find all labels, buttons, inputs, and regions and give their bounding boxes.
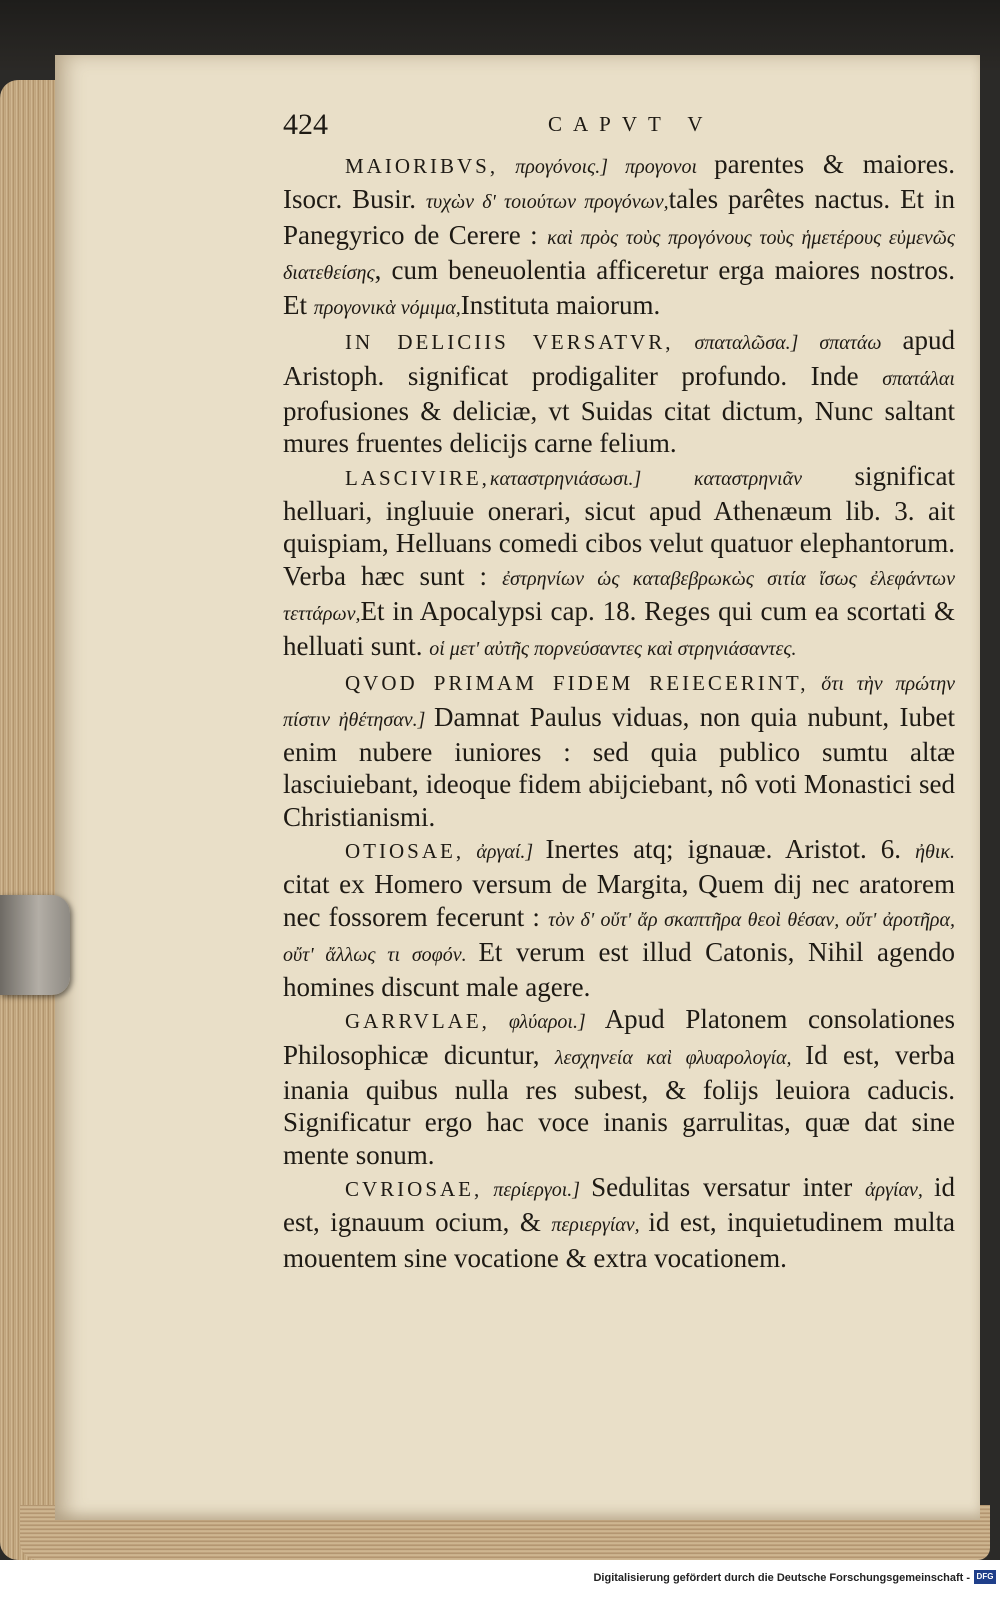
commentary-entry bbox=[283, 324, 955, 459]
latin-text: Id est, verba inania quibus nulla res subest, & folijs leuiora caducis. Significatur ergo hac voce inanis garrulitas, quæ dat sine mente sonum. bbox=[283, 1039, 955, 1170]
lemma: IN DELICIIS VERSATVR, bbox=[345, 330, 674, 355]
latin-text: Sedulitas versatur inter bbox=[591, 1171, 865, 1202]
greek-text: περίεργοι.] bbox=[482, 1178, 592, 1201]
latin-text: significat helluari, ingluuie onerari, sicut apud Athenæum lib. 3. ait quispiam, Helluans comedi cibos velut quatuor elephantorum. Verba hæc sunt : bbox=[283, 460, 955, 591]
commentary-entry bbox=[283, 665, 955, 832]
greek-text: ἀργίαν, bbox=[865, 1178, 934, 1201]
latin-text: tales parêtes nactus. Et in Panegyrico de Cerere : bbox=[283, 184, 955, 250]
running-head bbox=[283, 108, 953, 148]
latin-text: citat ex Homero versum de Margita, Quem dij nec aratorem nec fossorem fecerunt : bbox=[283, 869, 955, 932]
greek-text: φλύαροι.] bbox=[489, 1011, 605, 1034]
latin-text: apud Aristoph. significat prodigaliter profundo. Inde bbox=[283, 325, 955, 391]
latin-text: parentes & maiores. Isocr. Busir. bbox=[283, 149, 955, 215]
greek-text: σπαταλῶσα.] σπατάω bbox=[673, 332, 903, 355]
commentary-entry bbox=[283, 1003, 955, 1170]
digitization-credit: Digitalisierung gefördert durch die Deutsche Forschungsgemeinschaft - bbox=[593, 1572, 970, 1584]
greek-text: προγόνοις.] προγονοι bbox=[498, 156, 715, 178]
book-fore-edge bbox=[0, 80, 62, 1560]
running-title: CAPVT V bbox=[548, 112, 714, 136]
greek-text: σπατάλαι bbox=[882, 367, 955, 390]
lemma: QVOD PRIMAM FIDEM REIECERINT, bbox=[345, 671, 809, 696]
lemma: CVRIOSAE, bbox=[345, 1176, 483, 1201]
footer-bar bbox=[0, 1560, 1000, 1605]
latin-text: Et verum est illud Catonis, Nihil agendo homines discunt male agere. bbox=[283, 936, 955, 1003]
latin-text: Apud Platonem consolationes Philosophicæ dicuntur, bbox=[283, 1004, 955, 1070]
lemma: OTIOSAE, bbox=[345, 838, 465, 863]
latin-text: id est, inquietudinem multa mouentem sine vocatione & extra vocationem. bbox=[283, 1207, 955, 1273]
greek-text: οἱ μετ' αὐτῆς πορνεύσαντες καὶ στρηνιάσαντες. bbox=[429, 638, 797, 661]
page-clip bbox=[0, 895, 70, 995]
greek-text: ἀργαί.] bbox=[464, 840, 546, 863]
lemma: LASCIVIRE, bbox=[345, 465, 490, 490]
commentary-entry bbox=[283, 148, 955, 324]
greek-text: καὶ πρὸς τοὺς προγόνους τοὺς ἡμετέρους εὐμενῶς διατεθείσης bbox=[283, 226, 956, 284]
page-number: 424 bbox=[283, 108, 328, 141]
commentary-entry bbox=[283, 460, 955, 666]
greek-text: ἠθικ. bbox=[915, 840, 956, 863]
latin-text: , cum beneuolentia afficeretur erga maiores nostros. Et bbox=[283, 254, 955, 321]
text-block bbox=[283, 148, 955, 1274]
latin-text: Et in Apocalypsi cap. 18. Reges qui cum ea scortati & helluati sunt. bbox=[283, 595, 955, 662]
greek-text: περιεργίαν, bbox=[551, 1214, 649, 1237]
greek-text: ὅτι τὴν πρώτην πίστιν ἠθέτησαν.] bbox=[283, 673, 955, 731]
greek-text: τὸν δ' οὔτ' ἄρ σκαπτῆρα θεοὶ θέσαν, οὔτ' ἀροτῆρα, οὔτ' ἄλλως τι σοφόν. bbox=[283, 908, 956, 966]
latin-text: Damnat Paulus viduas, non quia nubunt, Iubet enim nubere iuniores : sed quia publico sumtu altæ lasciuiebant, ideoque fidem abijciebant, nô voti Monastici sed Christianismi. bbox=[283, 701, 956, 832]
latin-text: Inertes atq; ignauæ. Aristot. 6. bbox=[545, 833, 916, 864]
greek-text: λεσχηνεία καὶ φλυαρολογία, bbox=[554, 1046, 806, 1069]
latin-text: id est, ignauum ocium, & bbox=[283, 1171, 955, 1238]
latin-text: profusiones & deliciæ, vt Suidas citat dictum, Nunc saltant mures fruentes delicijs carne felium. bbox=[283, 396, 955, 459]
latin-text: Instituta maiorum. bbox=[460, 290, 661, 321]
commentary-entry bbox=[283, 1171, 955, 1274]
lemma: GARRVLAE, bbox=[345, 1009, 490, 1034]
lemma: MAIORIBVS, bbox=[345, 154, 499, 178]
commentary-entry bbox=[283, 833, 955, 1003]
greek-text: προγονικὰ νόμιμα, bbox=[313, 297, 461, 320]
dfg-logo: DFG bbox=[974, 1570, 996, 1584]
greek-text: τυχὼν δ' τοιούτων προγόνων, bbox=[425, 191, 669, 214]
greek-text: ἐστρηνίων ὡς καταβεβρωκὼς σιτία ἴσως ἐλεφάντων τεττάρων, bbox=[283, 567, 956, 625]
greek-text: καταστρηνιάσωσι.] καταστρηνιᾶν bbox=[489, 467, 855, 490]
